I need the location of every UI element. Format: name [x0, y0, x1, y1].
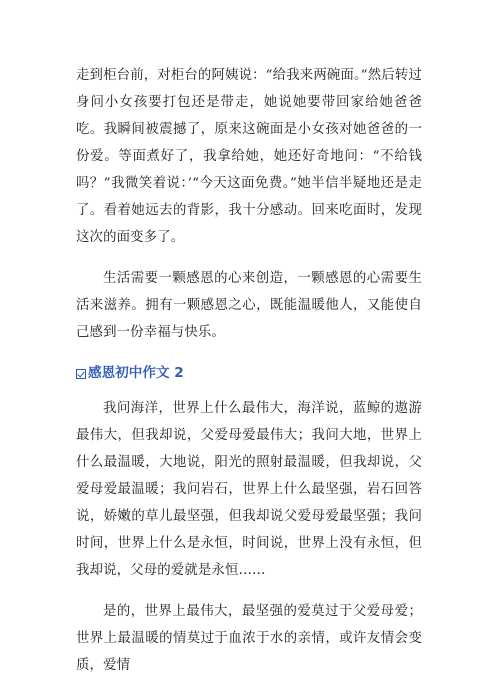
document-page: [76, 62, 422, 679]
section-heading-text: 感恩初中作文 2: [88, 365, 184, 381]
paragraph-gap: [76, 584, 422, 598]
paragraph-4: 是的，世界上最伟大，最坚强的爱莫过于父爱母爱；世界上最温暖的情莫过于血浓于水的亲情，或许友情会变质，爱情: [76, 604, 422, 673]
paragraph-1: 走到柜台前，对柜台的阿姨说：“给我来两碗面。”然后转过身问小女孩要打包还是带走，她说她要带回家给她爸爸吃。我瞬间被震撼了，原来这碗面是小女孩对她爸爸的一份爱。等面煮好了，我拿给她，她还好奇地问：“不给钱吗？”我微笑着说：’“今天这面免费。”她半信半疑地还是走了。看着她远去的背影，我十分感动。回来吃面时，发现这次的面变多了。: [76, 68, 422, 245]
checkbox-icon: [76, 369, 86, 379]
paragraph-gap: [76, 387, 422, 395]
paragraph-gap: [76, 346, 422, 360]
paragraph-gap: [76, 251, 422, 265]
section-heading: [76, 360, 422, 387]
paragraph-2: 生活需要一颗感恩的心来创造，一颗感恩的心需要生活来滋养。拥有一颗感恩之心，既能温暖他人，又能使自己感到一份幸福与快乐。: [76, 271, 422, 340]
paragraph-3: 我问海洋，世界上什么最伟大，海洋说，蓝鲸的遨游最伟大，但我却说，父爱母爱最伟大；我问大地，世界上什么最温暖，大地说，阳光的照射最温暖，但我却说，父爱母爱最温暖；我问岩石，世界上什么最坚强，岩石回答说，娇嫩的草儿最坚强，但我却说父爱母爱最坚强；我问时间，世界上什么是永恒，时间说，世界上没有永恒，但我却说，父母的爱就是永恒……: [76, 401, 422, 578]
